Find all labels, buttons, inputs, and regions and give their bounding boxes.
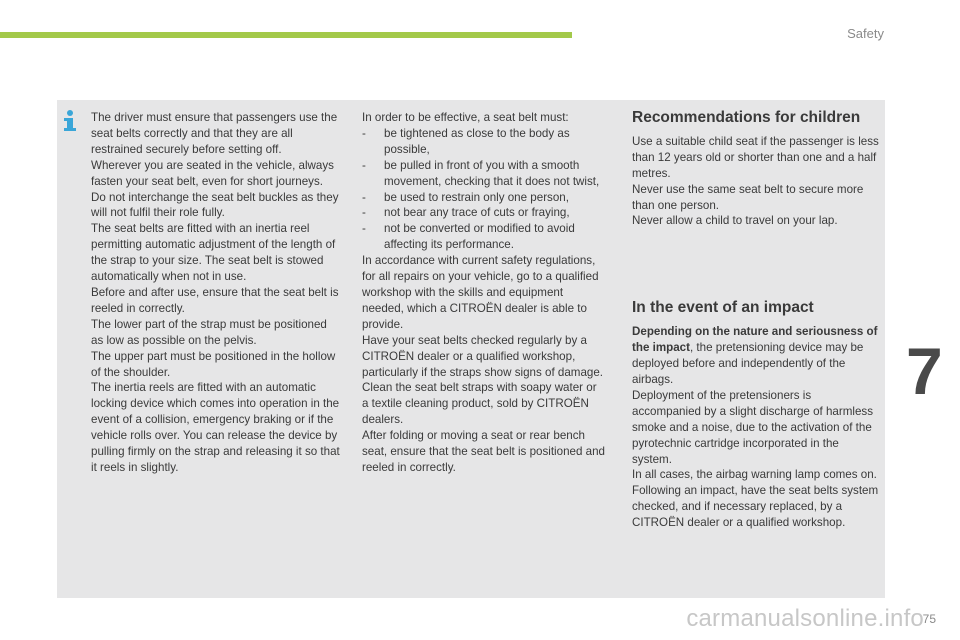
paragraph: The driver must ensure that passengers use the seat belts correctly and that they are all restrained securely before setting off.	[91, 111, 338, 156]
paragraph: Wherever you are seated in the vehicle, always fasten your seat belt, even for short journeys.	[91, 158, 334, 188]
paragraph	[632, 324, 880, 388]
lead-continuation: , the pretensioning device may be deployed before and independently of the airbags.	[632, 341, 864, 386]
heading-recommendations-children: Recommendations for children	[632, 109, 861, 126]
bullet-dash: -	[362, 158, 366, 172]
paragraph: In order to be effective, a seat belt must:	[362, 111, 569, 124]
bold-lead: Depending on the nature and seriousness of the impact	[632, 325, 878, 355]
paragraph: Have your seat belts checked regularly by a CITROËN dealer or a qualified workshop, particularly if the straps show signs of damage.	[362, 333, 604, 379]
paragraph: The lower part of the strap must be positioned as low as possible on the pelvis.	[91, 317, 327, 347]
bullet-dash: -	[362, 206, 366, 220]
bullet-text: be pulled in front of you with a smooth movement, checking that it does not twist,	[384, 158, 600, 188]
bullet-text: be used to restrain only one person,	[384, 190, 569, 204]
list-item	[362, 126, 606, 158]
watermark: carmanualsonline.info	[686, 605, 924, 632]
column-seat-belt-usage	[91, 110, 341, 476]
paragraph: Use a suitable child seat if the passenger is less than 12 years old or shorter than one and a half metres.	[632, 134, 879, 180]
paragraph: The upper part must be positioned in the hollow of the shoulder.	[91, 349, 336, 379]
paragraph: Do not interchange the seat belt buckles as they will not fulfil their role fully.	[91, 190, 339, 220]
paragraph: Never use the same seat belt to secure more than one person.	[632, 182, 864, 212]
bullet-dash: -	[362, 190, 366, 204]
info-icon	[59, 109, 81, 133]
paragraph: In all cases, the airbag warning lamp comes on.	[632, 468, 877, 482]
paragraph: After folding or moving a seat or rear bench seat, ensure that the seat belt is positioned and reeled in correctly.	[362, 429, 605, 474]
page-number: 75	[922, 612, 936, 626]
heading-event-of-impact: In the event of an impact	[632, 299, 814, 317]
section-title: Safety	[847, 26, 884, 41]
chapter-number: 7	[906, 334, 943, 408]
paragraph: Deployment of the pretensioners is accompanied by a slight discharge of harmless smoke and a noise, due to the activation of the pyrotechnic cartridge incorporated in the system.	[632, 388, 874, 466]
paragraph: Never allow a child to travel on your lap.	[632, 214, 838, 228]
paragraph: Before and after use, ensure that the seat belt is reeled in correctly.	[91, 285, 339, 315]
paragraph: Clean the seat belt straps with soapy water or a textile cleaning product, sold by CITROËN dealers.	[362, 381, 597, 427]
bullet-dash: -	[362, 222, 366, 236]
bullet-dash: -	[362, 126, 366, 140]
paragraph: Following an impact, have the seat belts system checked, and if necessary replaced, by a CITROËN dealer or a qualified workshop.	[632, 484, 879, 530]
paragraph: The seat belts are fitted with an inertia reel permitting automatic adjustment of the length of the strap to your size. The seat belt is stowed automatically when not in use.	[91, 222, 336, 284]
paragraph: The inertia reels are fitted with an automatic locking device which comes into operation in the event of a collision, emergency braking or if the vehicle rolls over. You can release the device by pulling firmly on the strap and releasing it so that it reels in slightly.	[91, 381, 340, 474]
list-item	[362, 205, 606, 221]
column-seat-belt-effectiveness	[362, 110, 606, 476]
list-item	[362, 221, 606, 253]
bullet-text: not be converted or modified to avoid affecting its performance.	[384, 222, 575, 252]
bullet-text: be tightened as close to the body as possible,	[384, 126, 570, 156]
list-item	[362, 158, 606, 190]
list-item	[362, 190, 606, 206]
paragraph: In accordance with current safety regulations, for all repairs on your vehicle, go to a qualified workshop with the skills and equipment needed, which a CITROËN dealer is able to provide.	[362, 254, 599, 331]
header-accent-bar	[0, 32, 572, 38]
column-children-and-impact	[632, 110, 880, 531]
bullet-text: not bear any trace of cuts or fraying,	[384, 206, 570, 220]
